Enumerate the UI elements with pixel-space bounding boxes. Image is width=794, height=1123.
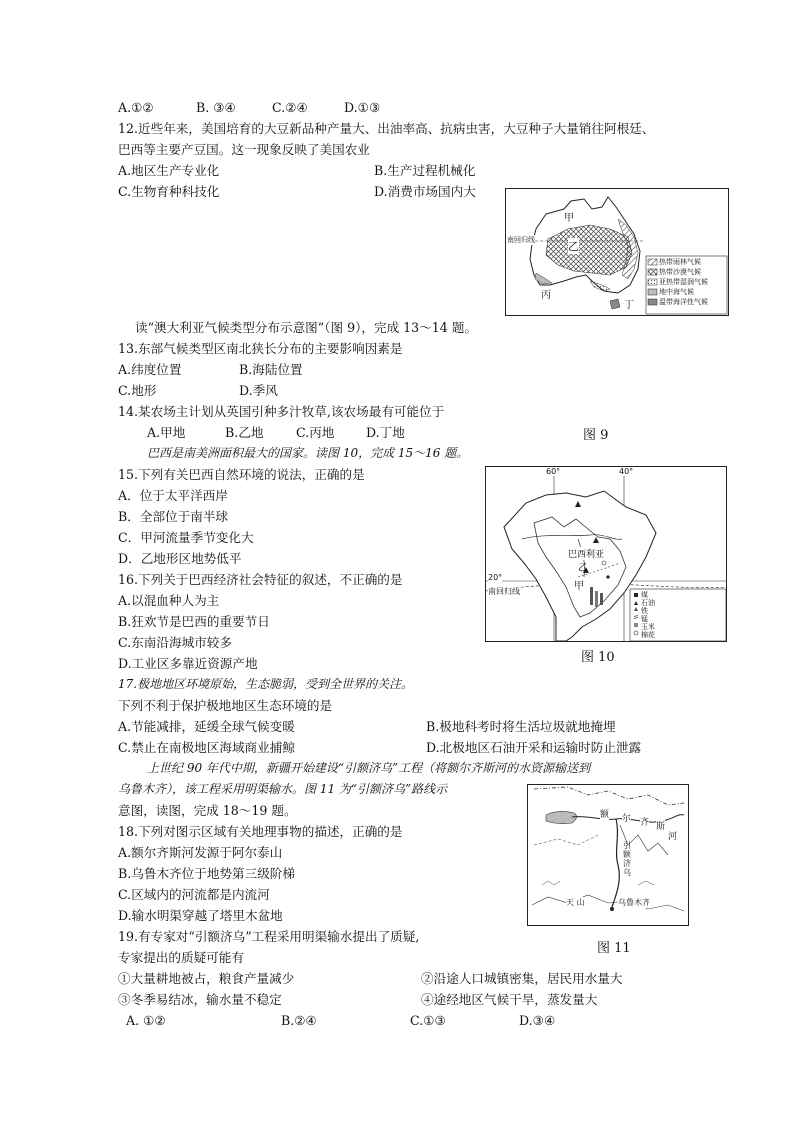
q14-option-b[interactable]: B.乙地: [225, 425, 264, 440]
q11-option-d[interactable]: D.①③: [344, 100, 381, 115]
q19-option-d[interactable]: D.③④: [519, 1013, 556, 1028]
q13-option-d[interactable]: D.季风: [239, 383, 278, 398]
fig9-label-yi: 乙: [568, 240, 579, 253]
fig10-label-brasilia: 巴西利亚: [568, 547, 604, 560]
figure-11-route-map: [527, 784, 689, 926]
q12-option-a[interactable]: A.地区生产专业化: [118, 163, 220, 178]
q11-option-a[interactable]: A.①②: [118, 100, 154, 115]
q16-option-c[interactable]: C.东南沿海城市较多: [118, 635, 232, 650]
fig10-legend-cotton: 棉花: [641, 631, 655, 639]
q15-stem: 15.下列有关巴西自然环境的说法，正确的是: [118, 467, 365, 482]
fig10-legend-oil: 石油: [641, 599, 655, 607]
fig11-label-e: 额: [600, 807, 609, 820]
fig9-label-jia: 甲: [564, 213, 574, 224]
fig10-tropic-label: 南回归线: [488, 587, 520, 596]
q12-option-b[interactable]: B.生产过程机械化: [374, 163, 476, 178]
q15-option-b[interactable]: B．全部位于南半球: [118, 509, 229, 524]
fig10-legend-iron: 铁: [641, 607, 648, 615]
q19-item-4: ④途经地区气候干旱，蒸发量大: [421, 992, 598, 1007]
q13-option-c[interactable]: C.地形: [118, 383, 157, 398]
fig11-route-label: 引额济乌: [623, 841, 631, 877]
fig10-lat-20: 20°: [488, 573, 503, 582]
q17-option-a[interactable]: A.节能减排，延缓全球气候变暖: [118, 719, 295, 734]
fig9-legend-rainforest: 热带雨林气候: [659, 258, 701, 266]
q17-intro: 17.极地地区环境原始，生态脆弱，受到全世界的关注。: [118, 677, 414, 691]
q16-option-a[interactable]: A.以混血种人为主: [118, 593, 220, 608]
fig9-legend-oceanic: 温带海洋性气候: [659, 298, 708, 306]
q18-option-c[interactable]: C.区域内的河流都是内流河: [118, 887, 270, 902]
intro-13-14: 读“澳大利亚气候类型分布示意图”（图 9），完成 13～14 题。: [135, 320, 478, 335]
q15-option-a[interactable]: A．位于太平洋西岸: [118, 488, 228, 503]
fig10-label-yi: 乙: [578, 563, 588, 574]
fig10-legend-coal: 煤: [641, 591, 648, 599]
q14-option-d[interactable]: D.丁地: [366, 425, 405, 440]
fig9-label-ding: 丁: [624, 300, 634, 311]
q19-item-1: ①大量耕地被占，粮食产量减少: [118, 971, 295, 986]
q12-option-c[interactable]: C.生物育种科技化: [118, 184, 220, 199]
q16-stem: 16.下列关于巴西经济社会特征的叙述，不正确的是: [118, 572, 403, 587]
q19-option-a[interactable]: A. ①②: [126, 1013, 166, 1028]
q18-option-d[interactable]: D.输水明渠穿越了塔里木盆地: [118, 908, 283, 923]
q19-option-b[interactable]: B.②④: [281, 1013, 317, 1028]
fig11-label-urumqi: 乌鲁木齐: [618, 898, 650, 907]
intro-18-19-line2: 乌鲁木齐），该工程采用明渠输水。图 11 为“引额济乌”路线示: [118, 782, 448, 796]
q17-option-d[interactable]: D.北极地区石油开采和运输时防止泄露: [426, 740, 642, 755]
figure-11-caption: 图 11: [597, 941, 631, 956]
q14-stem: 14.某农场主计划从英国引种多汁牧草,该农场最有可能位于: [118, 404, 445, 419]
q11-option-c[interactable]: C.②④: [272, 100, 308, 115]
fig10-legend-manganese: 锰: [641, 615, 648, 623]
q13-stem: 13.东部气候类型区南北狭长分布的主要影响因素是: [118, 341, 403, 356]
q18-option-a[interactable]: A.额尔齐斯河发源于阿尔泰山: [118, 845, 283, 860]
q16-option-b[interactable]: B.狂欢节是巴西的重要节日: [118, 614, 270, 629]
fig10-lon-40: 40°: [619, 467, 634, 476]
q17-option-c[interactable]: C.禁止在南极地区海域商业捕鲸: [118, 740, 295, 755]
fig9-label-bing: 丙: [541, 290, 551, 301]
q19-item-3: ③冬季易结冰，输水量不稳定: [118, 992, 282, 1007]
intro-18-19-line3: 意图，读图，完成 18～19 题。: [118, 803, 297, 818]
q17-stem: 下列不利于保护极地地区生态环境的是: [118, 698, 333, 713]
q19-item-2: ②沿途人口城镇密集，居民用水量大: [421, 971, 623, 986]
fig9-legend-desert: 热带沙漠气候: [659, 268, 701, 276]
q12-stem-line2: 巴西等主要产豆国。这一现象反映了美国农业: [118, 142, 370, 157]
fig11-label-he: 河: [668, 829, 677, 842]
q12-stem-line1: 12.近些年来，美国培育的大豆新品种产量大、出油率高、抗病虫害，大豆种子大量销往阿根廷、: [118, 121, 655, 136]
fig11-label-tianshan: 天 山: [566, 898, 585, 907]
fig11-label-si: 斯: [656, 819, 665, 832]
q13-option-b[interactable]: B.海陆位置: [239, 362, 303, 377]
intro-15-16: 巴西是南美洲面积最大的国家。读图 10，完成 15～16 题。: [147, 446, 469, 460]
q14-option-a[interactable]: A.甲地: [147, 425, 186, 440]
intro-18-19-line1: 上世纪 90 年代中期，新疆开始建设“引额济乌”工程（将额尔齐斯河的水资源输送到: [147, 761, 591, 775]
q15-option-d[interactable]: D．乙地形区地势低平: [118, 551, 242, 566]
q17-option-b[interactable]: B.极地科考时将生活垃圾就地掩埋: [426, 719, 616, 734]
figure-10-brazil-map: [485, 466, 727, 642]
q19-stem-line1: 19.有专家对“引额济乌”工程采用明渠输水提出了质疑,: [118, 929, 420, 944]
fig9-legend-subtropical: 亚热带湿润气候: [659, 278, 708, 286]
q19-option-c[interactable]: C.①③: [410, 1013, 446, 1028]
fig11-label-qi: 齐: [640, 815, 649, 828]
fig10-legend-corn: 玉米: [641, 623, 655, 631]
fig11-label-er: 尔: [622, 811, 631, 824]
fig10-label-jia: 甲: [574, 581, 584, 592]
q13-option-a[interactable]: A.纬度位置: [118, 362, 182, 377]
q12-option-d[interactable]: D.消费市场国内大: [374, 184, 476, 199]
q19-stem-line2: 专家提出的质疑可能有: [118, 950, 244, 965]
fig9-tropic-label: 南回归线: [507, 236, 535, 244]
figure-9-caption: 图 9: [583, 428, 609, 443]
q18-stem: 18.下列对图示区域有关地理事物的描述，正确的是: [118, 824, 403, 839]
fig9-legend-mediterranean: 地中海气候: [659, 288, 694, 296]
q11-option-b[interactable]: B. ③④: [196, 100, 236, 115]
figure-10-caption: 图 10: [581, 650, 615, 665]
figure-9-australia-map: [505, 188, 729, 316]
q16-option-d[interactable]: D.工业区多靠近资源产地: [118, 656, 258, 671]
q18-option-b[interactable]: B.乌鲁木齐位于地势第三级阶梯: [118, 866, 295, 881]
fig10-lon-60: 60°: [546, 467, 561, 476]
q15-option-c[interactable]: C．甲河流量季节变化大: [118, 530, 254, 545]
q14-option-c[interactable]: C.丙地: [296, 425, 335, 440]
